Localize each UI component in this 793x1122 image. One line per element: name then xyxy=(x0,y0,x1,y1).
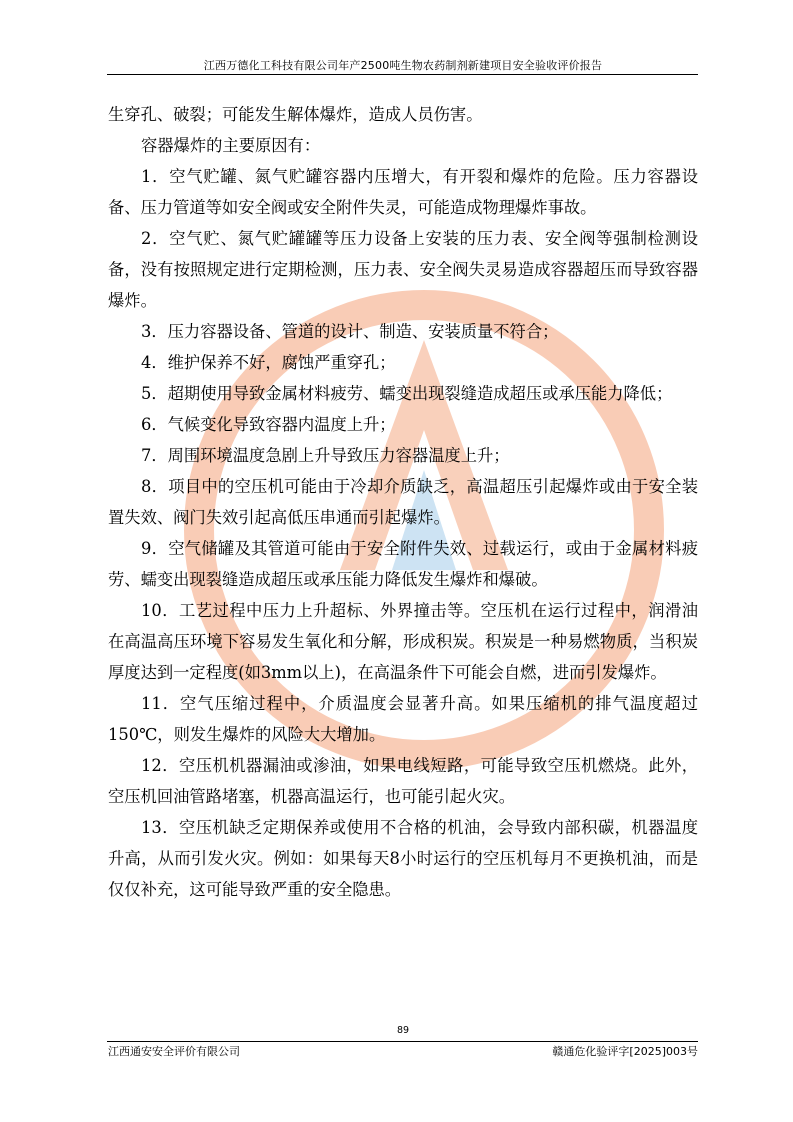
paragraph-13: 12．空压机机器漏油或渗油，如果电线短路，可能导致空压机燃烧。此外，空压机回油管路堵塞，机器高温运行，也可能引起火灾。 xyxy=(108,756,698,806)
report-header-title: 江西万德化工科技有限公司年产2500吨生物农药制剂新建项目安全验收评价报告 xyxy=(203,59,603,72)
header-divider xyxy=(107,74,698,75)
paragraph-1: 容器爆炸的主要原因有： xyxy=(141,136,321,155)
footer-document-code: 赣通危化验评字[2025]003号 xyxy=(552,1045,698,1058)
paragraph-8: 7．周围环境温度急剧上升导致压力容器温度上升； xyxy=(141,446,510,465)
paragraph-9: 8．项目中的空压机可能由于冷却介质缺乏，高温超压引起爆炸或由于安全装置失效、阀门失效引起高低压串通而引起爆炸。 xyxy=(108,477,698,527)
paragraph-10: 9．空气储罐及其管道可能由于安全附件失效、过载运行，或由于金属材料疲劳、蠕变出现裂缝造成超压或承压能力降低发生爆炸和爆破。 xyxy=(108,539,698,589)
paragraph-12: 11．空气压缩过程中，介质温度会显著升高。如果压缩机的排气温度超过150℃，则发生爆炸的风险大大增加。 xyxy=(108,694,698,744)
paragraph-3: 2．空气贮、氮气贮罐罐等压力设备上安装的压力表、安全阀等强制检测设备，没有按照规定进行定期检测，压力表、安全阀失灵易造成容器超压而导致容器爆炸。 xyxy=(108,229,698,310)
page-number: 89 xyxy=(396,1025,410,1036)
paragraph-5: 4．维护保养不好，腐蚀严重穿孔； xyxy=(141,353,396,372)
footer-divider xyxy=(107,1041,698,1042)
paragraph-14: 13．空压机缺乏定期保养或使用不合格的机油，会导致内部积碳，机器温度升高，从而引发火灾。例如：如果每天8小时运行的空压机每月不更换机油，而是仅仅补充，这可能导致严重的安全隐患。 xyxy=(108,818,698,899)
paragraph-2: 1．空气贮罐、氮气贮罐容器内压增大，有开裂和爆炸的危险。压力容器设备、压力管道等如安全阀或安全附件失灵，可能造成物理爆炸事故。 xyxy=(108,167,698,217)
report-body xyxy=(108,99,698,905)
paragraph-11: 10．工艺过程中压力上升超标、外界撞击等。空压机在运行过程中，润滑油在高温高压环境下容易发生氧化和分解，形成积炭。积炭是一种易燃物质，当积炭厚度达到一定程度(如3mm以上)，在高温条件下可能会自燃，进而引发爆炸。 xyxy=(108,601,698,682)
paragraph-0: 生穿孔、破裂；可能发生解体爆炸，造成人员伤害。 xyxy=(108,105,483,124)
footer-company-name: 江西通安安全评价有限公司 xyxy=(108,1045,240,1058)
paragraph-7: 6．气候变化导致容器内温度上升； xyxy=(141,415,396,434)
paragraph-4: 3．压力容器设备、管道的设计、制造、安装质量不符合； xyxy=(141,322,559,341)
paragraph-6: 5．超期使用导致金属材料疲劳、蠕变出现裂缝造成超压或承压能力降低； xyxy=(141,384,673,403)
